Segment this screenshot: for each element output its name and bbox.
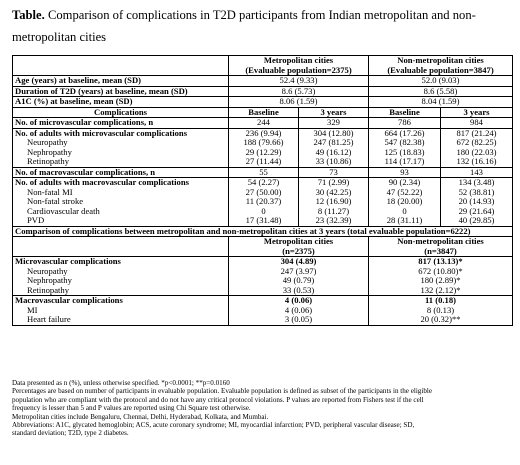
footnote-line: Metropolitan cities include Bengaluru, Chennai, Delhi, Hyderabad, Kolkata, and Mumbai. [12, 412, 269, 421]
col-heading-nonmetro-baseline: Baseline [369, 107, 441, 118]
nonmetro-value: 8 (0.13) [369, 306, 513, 316]
baseline-row [13, 97, 513, 108]
footnote-line: Data presented as n (%), unless otherwise specified. *p<0.0001; **p=0.0160 [12, 379, 230, 387]
cell-value: 52 (38.81) [441, 188, 513, 198]
row-label: Retinopathy [13, 157, 229, 167]
cell-value: 817 (21.24) [441, 128, 513, 138]
comparison-nonmetro-label: Non-metropolitan cities [397, 236, 484, 246]
cell-value: 20 (14.93) [441, 197, 513, 207]
cell-value: 73 [299, 167, 369, 178]
nonmetro-value: 180 (2.89)* [369, 276, 513, 286]
footnote-line: standard deviation; T2D, type 2 diabetes. [12, 429, 129, 438]
cell-value: 27 (11.44) [229, 157, 299, 167]
footnote-line: Abbreviations: A1C, glycated hemoglobin; ACS, acute coronary syndrome; MI, myocardial infarction; PVD, peripheral vascular disease; SD, [12, 421, 415, 430]
cell-value: 11 (20.37) [229, 197, 299, 207]
cell-value: 29 (12.29) [229, 148, 299, 158]
row-label: No. of microvascular complications, n [13, 118, 229, 129]
col-heading-metro-3y: 3 years [299, 107, 369, 118]
metro-value: 8.6 (5.73) [229, 86, 369, 97]
header-empty-cell [13, 56, 229, 76]
cell-value: 329 [299, 118, 369, 129]
row-label: Nephropathy [13, 276, 229, 286]
complication-row [13, 197, 513, 207]
footnote-line: population who are compliant with the protocol and do not have any critical protocol violations. P values are reported from Fishers test if the cell [12, 395, 424, 404]
row-label: No. of adults with macrovascular complications [13, 178, 229, 188]
nonmetro-value: 672 (10.80)* [369, 267, 513, 277]
cell-value: 30 (42.25) [299, 188, 369, 198]
cell-value: 49 (16.12) [299, 148, 369, 158]
complications-table [12, 55, 513, 326]
comparison-heading: Comparison of complications between metropolitan and non-metropolitan cities at 3 years (total evaluable population=6222) [13, 226, 513, 237]
comparison-metro-label: Metropolitan cities [263, 236, 334, 246]
cell-value: 29 (21.64) [441, 207, 513, 217]
comparison-row [13, 276, 513, 286]
complication-row [13, 188, 513, 198]
table-footnotes [12, 379, 512, 438]
header-nonmetro-population: (Evaluable population=3847) [387, 64, 494, 75]
comparison-row [13, 286, 513, 296]
header-nonmetro-cell [369, 56, 513, 76]
complications-header-row [13, 107, 513, 118]
row-label: Macrovascular complications [13, 296, 229, 306]
cell-value: 28 (31.11) [369, 216, 441, 226]
cell-value: 132 (16.16) [441, 157, 513, 167]
col-heading-nonmetro-3y: 3 years [441, 107, 513, 118]
complication-row [13, 167, 513, 178]
complication-row [13, 157, 513, 167]
metro-value: 3 (0.05) [229, 315, 369, 325]
complications-heading: Complications [13, 107, 229, 118]
cell-value: 247 (81.25) [299, 138, 369, 148]
complication-row [13, 118, 513, 129]
complication-row [13, 138, 513, 148]
nonmetro-value: 8.04 (1.59) [369, 97, 513, 108]
cell-value: 134 (3.48) [441, 178, 513, 188]
metro-value: 49 (0.79) [229, 276, 369, 286]
comparison-row [13, 267, 513, 277]
row-label: Heart failure [13, 315, 229, 325]
comparison-heading-row [13, 226, 513, 237]
row-label: PVD [13, 216, 229, 226]
nonmetro-value: 817 (13.13)* [369, 257, 513, 267]
cell-value: 0 [369, 207, 441, 217]
complication-row [13, 207, 513, 217]
row-label: Nephropathy [13, 148, 229, 158]
cell-value: 40 (29.85) [441, 216, 513, 226]
cell-value: 90 (2.34) [369, 178, 441, 188]
nonmetro-value: 20 (0.32)** [369, 315, 513, 325]
baseline-row [13, 86, 513, 97]
metro-value: 8.06 (1.59) [229, 97, 369, 108]
cell-value: 93 [369, 167, 441, 178]
cell-value: 33 (10.86) [299, 157, 369, 167]
comparison-row [13, 315, 513, 325]
row-label: Retinopathy [13, 286, 229, 296]
row-label: No. of macrovascular complications, n [13, 167, 229, 178]
comparison-header-empty [13, 237, 229, 257]
comparison-header-metro [229, 237, 369, 257]
baseline-row [13, 76, 513, 87]
header-metro-label: Metropolitan cities [263, 55, 334, 65]
row-label: Age (years) at baseline, mean (SD) [13, 76, 229, 87]
cell-value: 8 (11.27) [299, 207, 369, 217]
row-label: Microvascular complications [13, 257, 229, 267]
footnote-line: Percentages are based on number of participants in evaluable population. Evaluable population is defined as subset of the participants in the eligible [12, 387, 432, 396]
cell-value: 188 (79.66) [229, 138, 299, 148]
cell-value: 55 [229, 167, 299, 178]
nonmetro-value: 132 (2.12)* [369, 286, 513, 296]
row-label: Non-fatal stroke [13, 197, 229, 207]
table-header-row [13, 56, 513, 76]
nonmetro-value: 52.0 (9.03) [369, 76, 513, 87]
comparison-row [13, 296, 513, 306]
complication-row [13, 216, 513, 226]
table-title-label: Table. [12, 8, 45, 22]
cell-value: 18 (20.00) [369, 197, 441, 207]
comparison-row [13, 306, 513, 316]
cell-value: 12 (16.90) [299, 197, 369, 207]
metro-value: 4 (0.06) [229, 306, 369, 316]
cell-value: 244 [229, 118, 299, 129]
row-label: A1C (%) at baseline, mean (SD) [13, 97, 229, 108]
metro-value: 304 (4.89) [229, 257, 369, 267]
table-title-text: Comparison of complications in T2D participants from Indian metropolitan and non-metropolitan cities [12, 8, 476, 44]
cell-value: 984 [441, 118, 513, 129]
cell-value: 236 (9.94) [229, 128, 299, 138]
cell-value: 23 (32.39) [299, 216, 369, 226]
header-nonmetro-label: Non-metropolitan cities [397, 55, 484, 65]
metro-value: 52.4 (9.33) [229, 76, 369, 87]
row-label: Neuropathy [13, 267, 229, 277]
cell-value: 180 (22.03) [441, 148, 513, 158]
comparison-metro-n: (n=2375) [282, 245, 315, 256]
col-heading-metro-baseline: Baseline [229, 107, 299, 118]
cell-value: 304 (12.80) [299, 128, 369, 138]
comparison-nonmetro-n: (n=3847) [424, 245, 457, 256]
cell-value: 47 (52.22) [369, 188, 441, 198]
cell-value: 786 [369, 118, 441, 129]
cell-value: 17 (31.48) [229, 216, 299, 226]
row-label: Non-fatal MI [13, 188, 229, 198]
metro-value: 4 (0.06) [229, 296, 369, 306]
row-label: Duration of T2D (years) at baseline, mean (SD) [13, 86, 229, 97]
row-label: Cardiovascular death [13, 207, 229, 217]
metro-value: 33 (0.53) [229, 286, 369, 296]
complication-row [13, 178, 513, 188]
row-label: Neuropathy [13, 138, 229, 148]
cell-value: 54 (2.27) [229, 178, 299, 188]
comparison-header-row [13, 237, 513, 257]
metro-value: 247 (3.97) [229, 267, 369, 277]
comparison-header-nonmetro [369, 237, 513, 257]
nonmetro-value: 8.6 (5.58) [369, 86, 513, 97]
cell-value: 27 (50.00) [229, 188, 299, 198]
complication-row [13, 128, 513, 138]
nonmetro-value: 11 (0.18) [369, 296, 513, 306]
complication-row [13, 148, 513, 158]
cell-value: 0 [229, 207, 299, 217]
comparison-row [13, 257, 513, 267]
cell-value: 143 [441, 167, 513, 178]
cell-value: 71 (2.99) [299, 178, 369, 188]
row-label: No. of adults with microvascular complications [13, 128, 229, 138]
footnote-line: frequency is lesser than 5 and P values are reported using Chi Square test otherwise. [12, 404, 251, 413]
table-title [12, 4, 512, 48]
cell-value: 125 (18.83) [369, 148, 441, 158]
row-label: MI [13, 306, 229, 316]
cell-value: 672 (82.25) [441, 138, 513, 148]
header-metro-population: (Evaluable population=2375) [245, 64, 352, 75]
cell-value: 664 (17.26) [369, 128, 441, 138]
header-metro-cell [229, 56, 369, 76]
cell-value: 114 (17.17) [369, 157, 441, 167]
cell-value: 547 (82.38) [369, 138, 441, 148]
